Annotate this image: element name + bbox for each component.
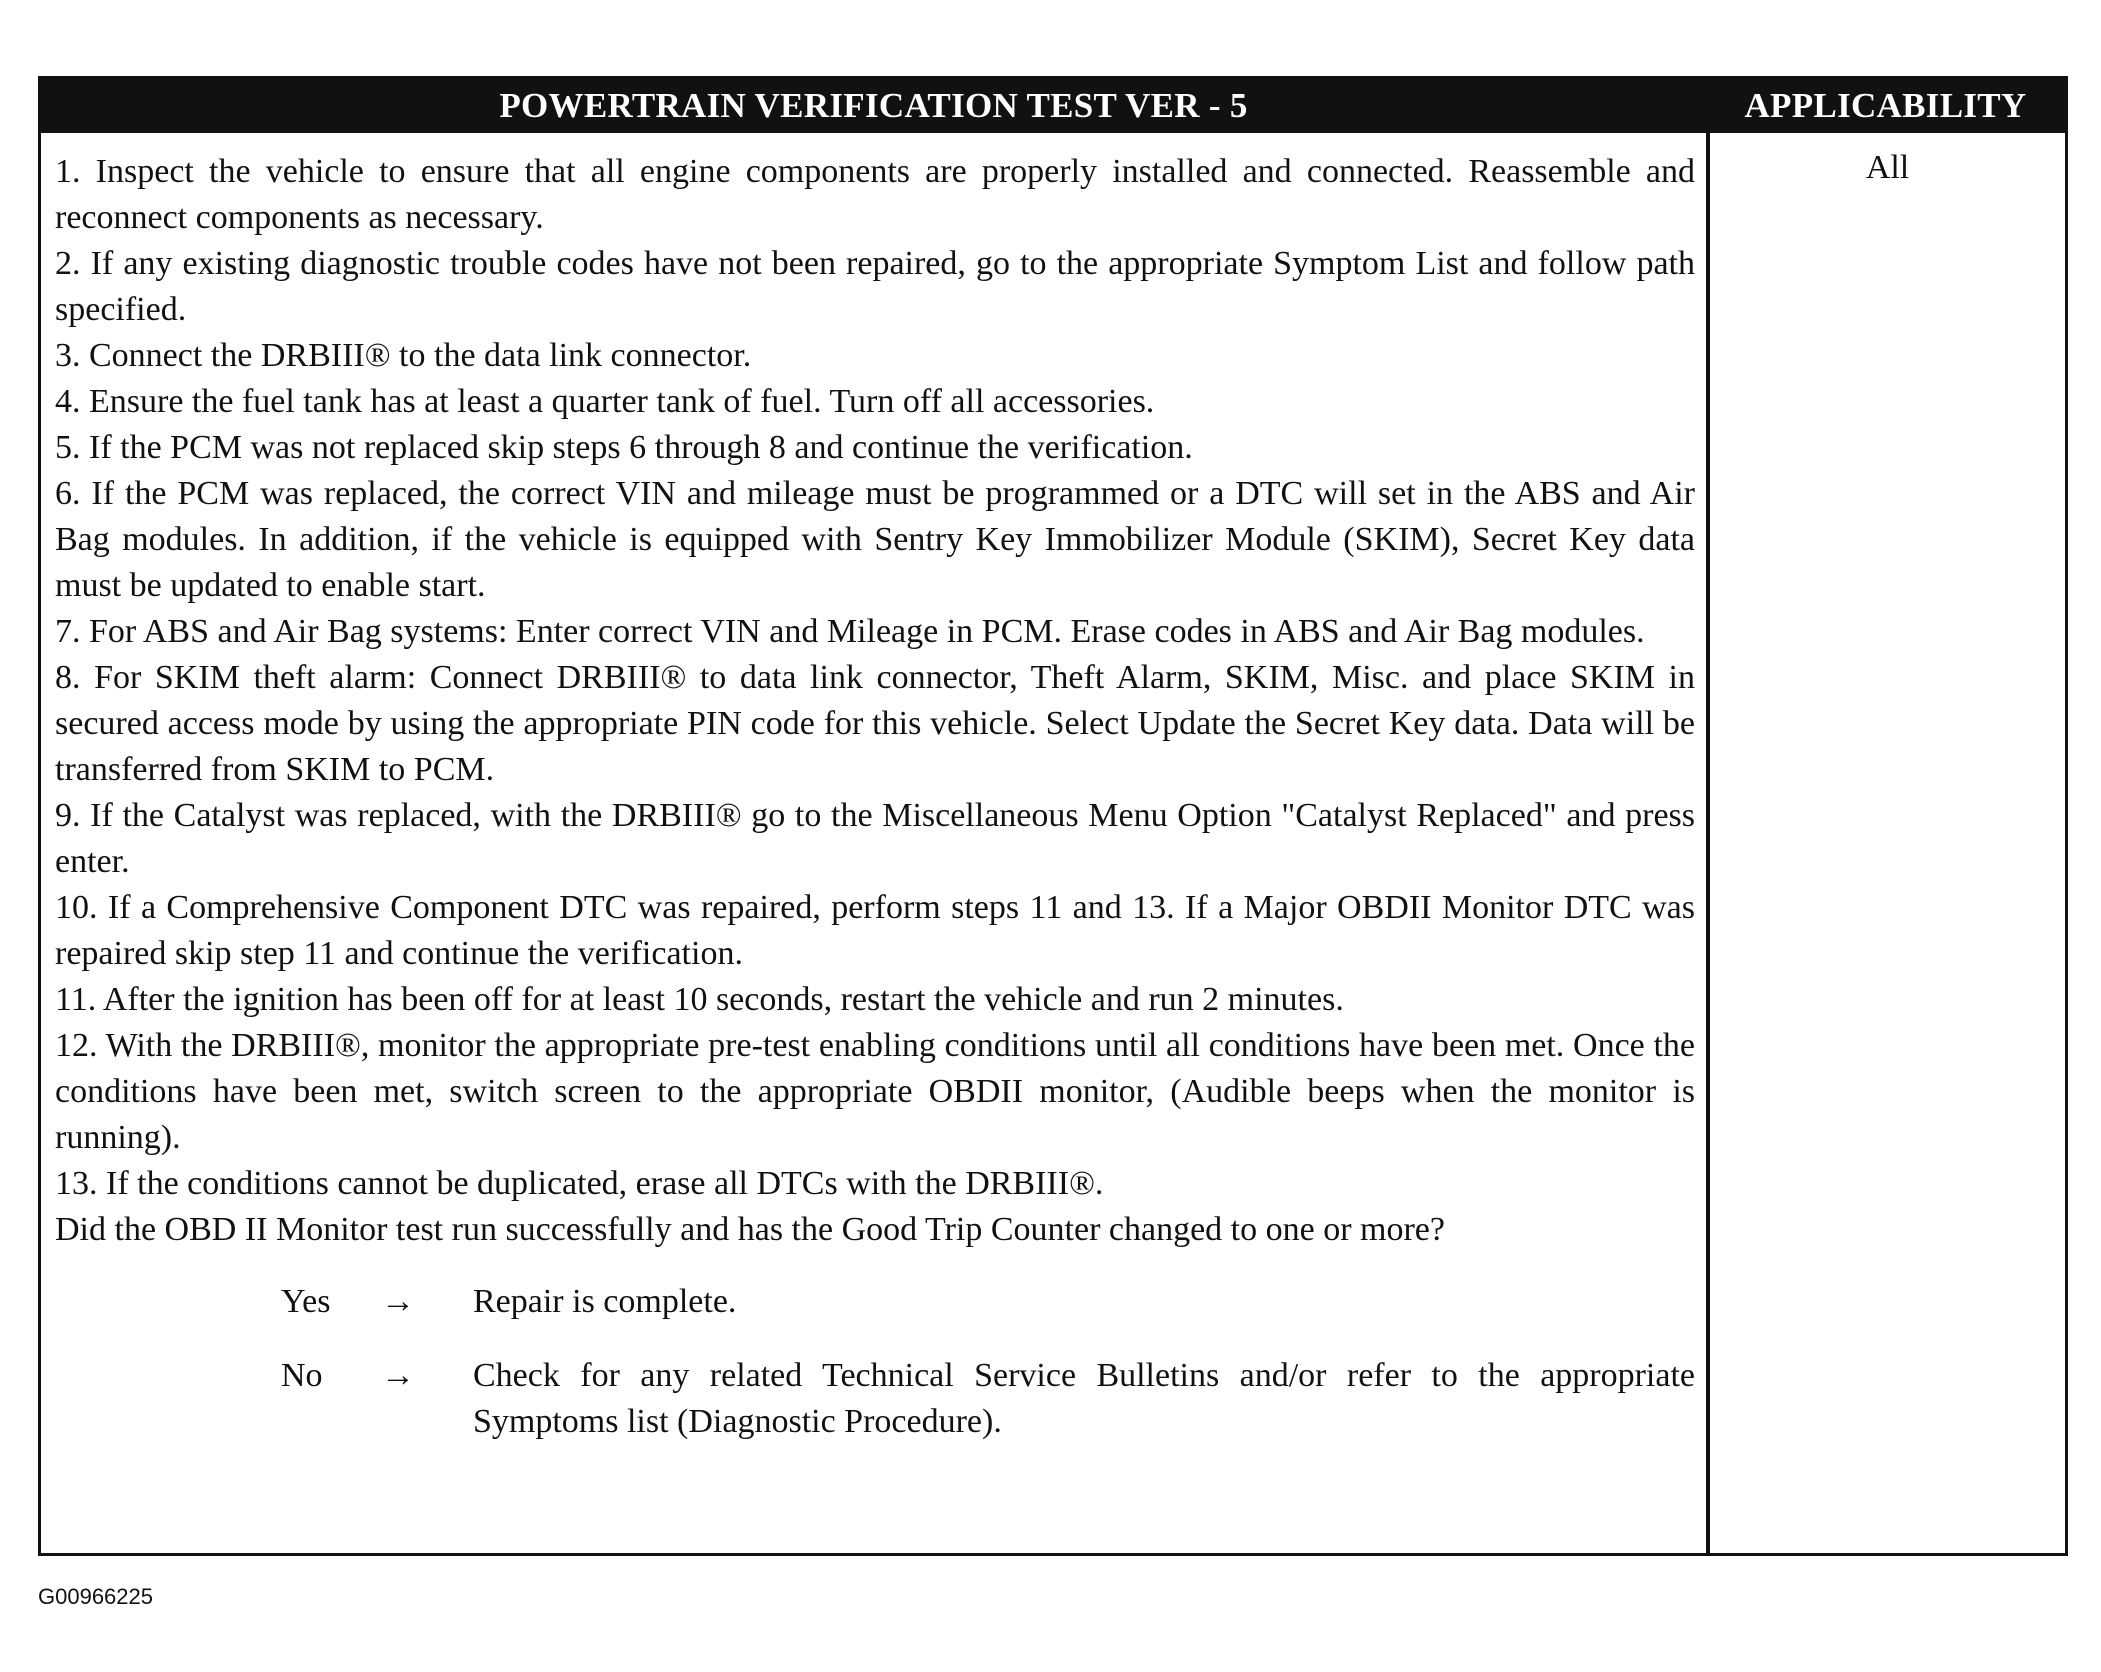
step-8: 8. For SKIM theft alarm: Connect DRBIII® to data link connector, Theft Alarm, SKIM, Misc. and place SKIM in secured access mode by using the appropriate PIN code for this vehicle. Select Update the Secret Key data. Data will be transferred from SKIM to PCM. [55, 659, 1695, 788]
step-2: 2. If any existing diagnostic trouble codes have not been repaired, go to the appropriate Symptom List and follow path specified. [55, 245, 1695, 328]
step-6: 6. If the PCM was replaced, the correct VIN and mileage must be programmed or a DTC will set in the ABS and Air Bag modules. In addition, if the vehicle is equipped with Sentry Key Immobilizer Module (SKIM), Secret Key data must be updated to enable start. [55, 475, 1695, 604]
step-3: 3. Connect the DRBIII® to the data link connector. [55, 337, 752, 374]
answer-list [55, 1279, 1695, 1445]
answer-yes-text: Repair is complete. [473, 1283, 737, 1320]
arrow-right-icon: → [381, 1283, 415, 1320]
applicability-heading: APPLICABILITY [1744, 86, 2027, 125]
figure-id: G00966225 [38, 1584, 153, 1609]
verification-test-table [38, 76, 2068, 1556]
verification-question: Did the OBD II Monitor test run successfully and has the Good Trip Counter changed to one or more? [55, 1211, 1445, 1248]
answer-yes [55, 1279, 1695, 1325]
column-divider [1706, 133, 1710, 1553]
step-10: 10. If a Comprehensive Component DTC was repaired, perform steps 11 and 13. If a Major OBDII Monitor DTC was repaired skip step 11 and continue the verification. [55, 889, 1695, 972]
answer-no-text: Check for any related Technical Service Bulletins and/or refer to the appropriate Symptoms list (Diagnostic Procedure). [473, 1357, 1695, 1440]
step-7: 7. For ABS and Air Bag systems: Enter correct VIN and Mileage in PCM. Erase codes in ABS and Air Bag modules. [55, 613, 1645, 650]
answer-no [55, 1353, 1695, 1445]
procedure-cell [55, 149, 1695, 1473]
applicability-value: All [1865, 149, 1910, 186]
step-5: 5. If the PCM was not replaced skip steps 6 through 8 and continue the verification. [55, 429, 1193, 466]
step-1: 1. Inspect the vehicle to ensure that all engine components are properly installed and connected. Reassemble and reconnect components as necessary. [55, 153, 1695, 236]
step-12: 12. With the DRBIII®, monitor the appropriate pre-test enabling conditions until all conditions have been met. Once the conditions have been met, switch screen to the appropriate OBDII monitor, (Audible beeps when the monitor is running). [55, 1027, 1695, 1156]
step-4: 4. Ensure the fuel tank has at least a quarter tank of fuel. Turn off all accessories. [55, 383, 1155, 420]
answer-no-label: No [281, 1357, 323, 1394]
step-9: 9. If the Catalyst was replaced, with the DRBIII® go to the Miscellaneous Menu Option "Catalyst Replaced" and press enter. [55, 797, 1695, 880]
step-13: 13. If the conditions cannot be duplicated, erase all DTCs with the DRBIII®. [55, 1165, 1104, 1202]
table-header-row [41, 79, 2065, 133]
arrow-right-icon: → [381, 1357, 415, 1394]
step-11: 11. After the ignition has been off for at least 10 seconds, restart the vehicle and run 2 minutes. [55, 981, 1344, 1018]
test-title: POWERTRAIN VERIFICATION TEST VER - 5 [499, 86, 1248, 125]
answer-yes-label: Yes [281, 1283, 331, 1320]
